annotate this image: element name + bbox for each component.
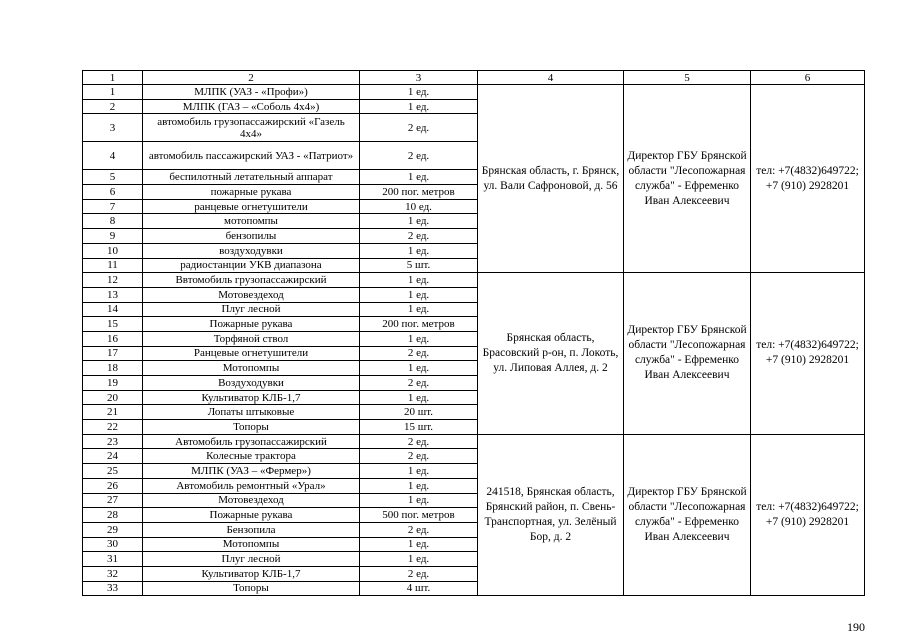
table-row — [83, 434, 865, 449]
equipment-name: Пожарные рукава — [143, 317, 360, 332]
equipment-quantity: 1 ед. — [360, 361, 478, 376]
equipment-quantity: 1 ед. — [360, 243, 478, 258]
equipment-quantity: 2 ед. — [360, 449, 478, 464]
equipment-quantity: 1 ед. — [360, 287, 478, 302]
equipment-name: Бензопила — [143, 522, 360, 537]
equipment-name: Культиватор КЛБ-1,7 — [143, 390, 360, 405]
row-number: 27 — [83, 493, 143, 508]
equipment-quantity: 2 ед. — [360, 229, 478, 244]
equipment-name: Автомобиль грузопассажирский — [143, 434, 360, 449]
row-number: 2 — [83, 99, 143, 114]
equipment-name: Ввтомобиль грузопассажирский — [143, 273, 360, 288]
row-number: 1 — [83, 85, 143, 100]
equipment-name: Плуг лесной — [143, 552, 360, 567]
equipment-name: Мотопомпы — [143, 537, 360, 552]
equipment-quantity: 1 ед. — [360, 302, 478, 317]
location-address: 241518, Брянская область, Брянский район, п. Свень-Транспортная, ул. Зелёный Бор, д. 2 — [478, 434, 624, 596]
equipment-name: беспилотный летательный аппарат — [143, 170, 360, 185]
contact-phone: тел: +7(4832)649722; +7 (910) 2928201 — [751, 434, 865, 596]
equipment-quantity: 5 шт. — [360, 258, 478, 273]
page-number: 190 — [847, 620, 865, 634]
row-number: 32 — [83, 566, 143, 581]
equipment-quantity: 1 ед. — [360, 99, 478, 114]
responsible-director: Директор ГБУ Брянской области "Лесопожарная служба" - Ефременко Иван Алексеевич — [624, 434, 751, 596]
equipment-name: ранцевые огнетушители — [143, 199, 360, 214]
equipment-name: воздуходувки — [143, 243, 360, 258]
equipment-quantity: 10 ед. — [360, 199, 478, 214]
equipment-quantity: 1 ед. — [360, 390, 478, 405]
row-number: 33 — [83, 581, 143, 596]
row-number: 11 — [83, 258, 143, 273]
equipment-quantity: 20 шт. — [360, 405, 478, 420]
header-cell: 2 — [143, 71, 360, 85]
row-number: 31 — [83, 552, 143, 567]
equipment-name: Лопаты штыковые — [143, 405, 360, 420]
responsible-director: Директор ГБУ Брянской области "Лесопожарная служба" - Ефременко Иван Алексеевич — [624, 273, 751, 435]
row-number: 20 — [83, 390, 143, 405]
equipment-name: Колесные трактора — [143, 449, 360, 464]
equipment-quantity: 200 пог. метров — [360, 185, 478, 200]
equipment-name: автомобиль пассажирский УАЗ - «Патриот» — [143, 142, 360, 170]
equipment-quantity: 1 ед. — [360, 552, 478, 567]
location-address: Брянская область, г. Брянск, ул. Вали Сафроновой, д. 56 — [478, 85, 624, 273]
equipment-name: Плуг лесной — [143, 302, 360, 317]
header-cell: 3 — [360, 71, 478, 85]
equipment-name: радиостанции УКВ диапазона — [143, 258, 360, 273]
equipment-quantity: 2 ед. — [360, 114, 478, 142]
equipment-quantity: 2 ед. — [360, 522, 478, 537]
header-cell: 6 — [751, 71, 865, 85]
equipment-name: Торфяной ствол — [143, 331, 360, 346]
equipment-quantity: 200 пог. метров — [360, 317, 478, 332]
header-cell: 4 — [478, 71, 624, 85]
row-number: 9 — [83, 229, 143, 244]
header-row — [83, 71, 865, 85]
responsible-director: Директор ГБУ Брянской области "Лесопожарная служба" - Ефременко Иван Алексеевич — [624, 85, 751, 273]
contact-phone: тел: +7(4832)649722; +7 (910) 2928201 — [751, 85, 865, 273]
equipment-quantity: 2 ед. — [360, 566, 478, 581]
equipment-quantity: 1 ед. — [360, 537, 478, 552]
equipment-name: мотопомпы — [143, 214, 360, 229]
equipment-quantity: 1 ед. — [360, 464, 478, 479]
row-number: 13 — [83, 287, 143, 302]
equipment-quantity: 1 ед. — [360, 331, 478, 346]
equipment-quantity: 2 ед. — [360, 434, 478, 449]
equipment-name: Топоры — [143, 420, 360, 435]
equipment-name: Культиватор КЛБ-1,7 — [143, 566, 360, 581]
equipment-name: Мотовездеход — [143, 287, 360, 302]
row-number: 30 — [83, 537, 143, 552]
equipment-name: автомобиль грузопассажирский «Газель 4х4» — [143, 114, 360, 142]
equipment-quantity: 1 ед. — [360, 170, 478, 185]
row-number: 26 — [83, 478, 143, 493]
equipment-quantity: 1 ед. — [360, 478, 478, 493]
equipment-name: пожарные рукава — [143, 185, 360, 200]
row-number: 6 — [83, 185, 143, 200]
equipment-name: МЛПК (ГАЗ – «Соболь 4х4») — [143, 99, 360, 114]
location-address: Брянская область, Брасовский р-он, п. Локоть, ул. Липовая Аллея, д. 2 — [478, 273, 624, 435]
header-cell: 1 — [83, 71, 143, 85]
equipment-name: Ранцевые огнетушители — [143, 346, 360, 361]
row-number: 14 — [83, 302, 143, 317]
equipment-quantity: 500 пог. метров — [360, 508, 478, 523]
equipment-quantity: 2 ед. — [360, 376, 478, 391]
row-number: 7 — [83, 199, 143, 214]
equipment-quantity: 1 ед. — [360, 85, 478, 100]
row-number: 19 — [83, 376, 143, 391]
row-number: 22 — [83, 420, 143, 435]
equipment-name: Мотопомпы — [143, 361, 360, 376]
equipment-name: Мотовездеход — [143, 493, 360, 508]
equipment-name: МЛПК (УАЗ - «Профи») — [143, 85, 360, 100]
row-number: 5 — [83, 170, 143, 185]
row-number: 29 — [83, 522, 143, 537]
table-row — [83, 85, 865, 100]
row-number: 16 — [83, 331, 143, 346]
equipment-quantity: 15 шт. — [360, 420, 478, 435]
row-number: 10 — [83, 243, 143, 258]
equipment-name: Автомобиль ремонтный «Урал» — [143, 478, 360, 493]
row-number: 17 — [83, 346, 143, 361]
row-number: 15 — [83, 317, 143, 332]
equipment-table — [82, 70, 865, 596]
equipment-name: бензопилы — [143, 229, 360, 244]
row-number: 25 — [83, 464, 143, 479]
row-number: 12 — [83, 273, 143, 288]
header-cell: 5 — [624, 71, 751, 85]
row-number: 3 — [83, 114, 143, 142]
row-number: 24 — [83, 449, 143, 464]
row-number: 28 — [83, 508, 143, 523]
row-number: 4 — [83, 142, 143, 170]
equipment-quantity: 1 ед. — [360, 273, 478, 288]
row-number: 18 — [83, 361, 143, 376]
equipment-quantity: 4 шт. — [360, 581, 478, 596]
equipment-name: МЛПК (УАЗ – «Фермер») — [143, 464, 360, 479]
equipment-name: Топоры — [143, 581, 360, 596]
equipment-quantity: 1 ед. — [360, 493, 478, 508]
equipment-name: Пожарные рукава — [143, 508, 360, 523]
table-row — [83, 273, 865, 288]
equipment-quantity: 2 ед. — [360, 142, 478, 170]
equipment-quantity: 2 ед. — [360, 346, 478, 361]
row-number: 8 — [83, 214, 143, 229]
equipment-quantity: 1 ед. — [360, 214, 478, 229]
row-number: 21 — [83, 405, 143, 420]
equipment-name: Воздуходувки — [143, 376, 360, 391]
row-number: 23 — [83, 434, 143, 449]
contact-phone: тел: +7(4832)649722; +7 (910) 2928201 — [751, 273, 865, 435]
